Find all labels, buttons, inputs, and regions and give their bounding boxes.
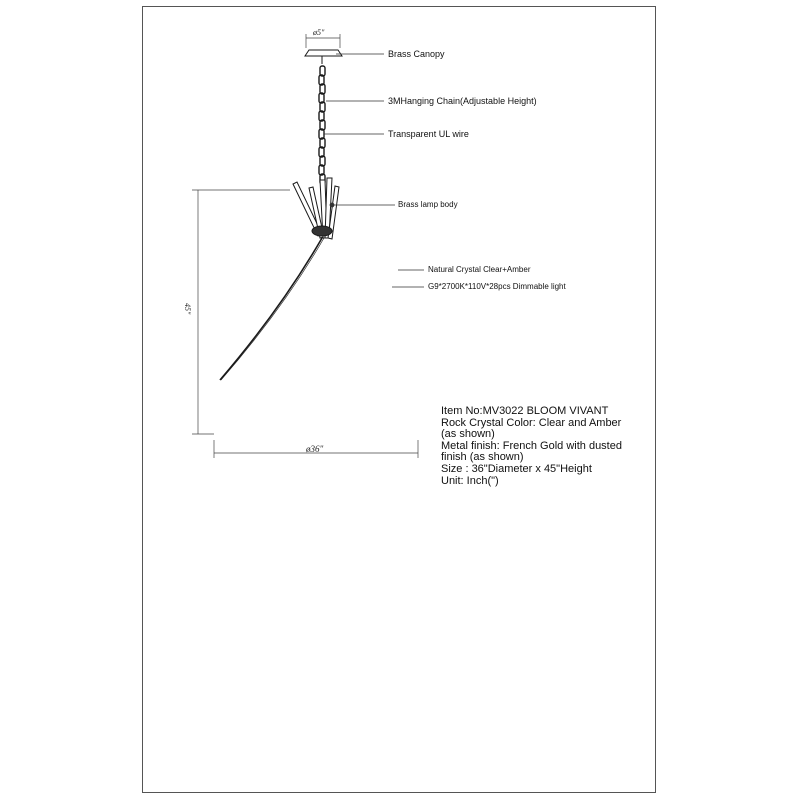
spec-crystal-color: Rock Crystal Color: Clear and Amber <box>441 416 622 429</box>
spec-unit: Unit: Inch(") <box>441 474 499 487</box>
spec-metal-finish-note: finish (as shown) <box>441 451 524 464</box>
callout-leaders <box>324 54 424 287</box>
callout-g9-light: G9*2700K*110V*28pcs Dimmable light <box>428 282 566 291</box>
callout-brass-canopy: Brass Canopy <box>388 49 445 59</box>
spec-size: Size : 36"Diameter x 45"Height <box>441 462 592 475</box>
callout-brass-lamp-body: Brass lamp body <box>398 200 458 209</box>
side-elevation-drawing <box>220 50 342 380</box>
spec-item-no: Item No:MV3022 BLOOM VIVANT <box>441 405 609 417</box>
side-branches <box>220 238 324 380</box>
lamp-body <box>293 178 339 239</box>
spec-crystal-color-note: (as shown) <box>441 428 495 441</box>
callout-hanging-chain: 3MHanging Chain(Adjustable Height) <box>388 96 537 106</box>
callout-natural-crystal: Natural Crystal Clear+Amber <box>428 265 531 274</box>
hanging-chain <box>319 66 325 184</box>
dimension-lines <box>192 34 418 458</box>
spec-text-block <box>441 406 622 487</box>
spec-metal-finish: Metal finish: French Gold with dusted <box>441 439 622 452</box>
dimension-height: 45" <box>183 303 192 315</box>
canopy-shape <box>305 50 342 56</box>
callout-ul-wire: Transparent UL wire <box>388 129 469 139</box>
dimension-diameter: ø36" <box>306 444 324 454</box>
dimension-canopy-diameter: ø5" <box>313 28 325 37</box>
